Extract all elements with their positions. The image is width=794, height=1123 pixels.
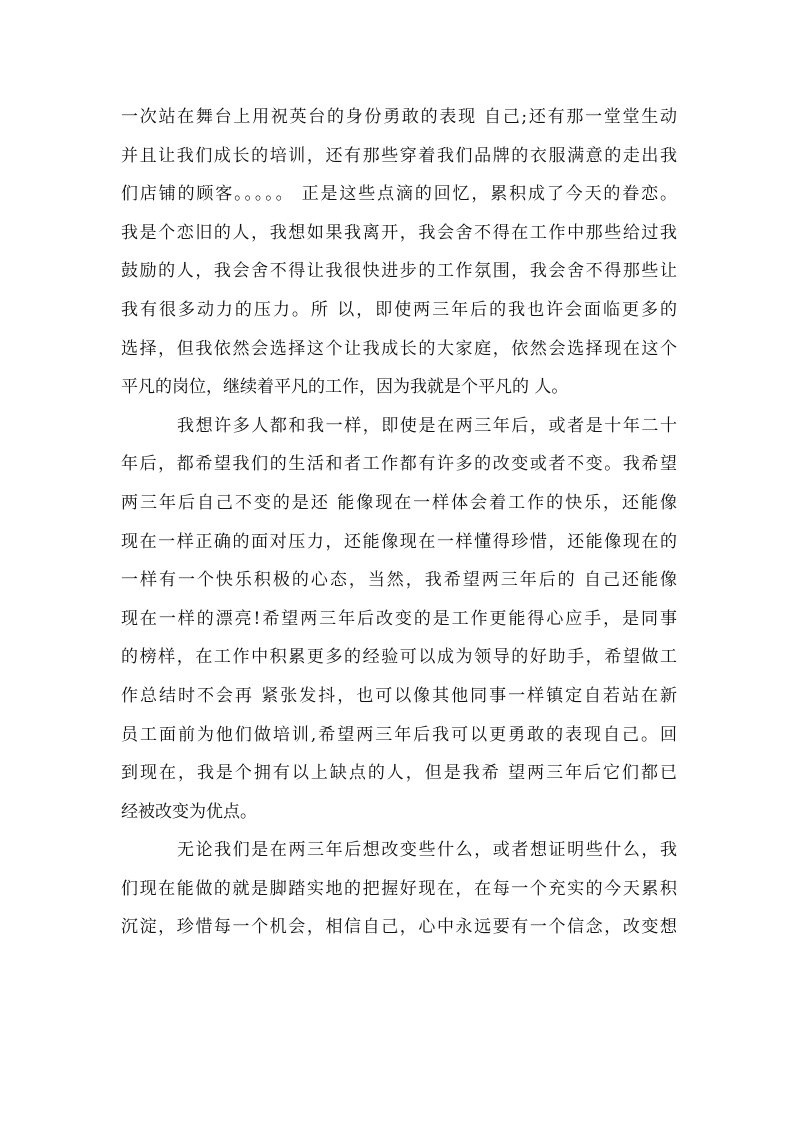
paragraph-first-line: 我想许多人都和我一样，即使是在两三年后，或者是十年二十 (177, 415, 677, 436)
text-line: 两三年后自己不变的是还 能像现在一样体会着工作的快乐，还能像 (121, 492, 677, 513)
text-line: 员工面前为他们做培训,希望两三年后我可以更勇敢的表现自己。回 (121, 724, 677, 745)
paragraph-first-line: 无论我们是在两三年后想改变些什么，或者想证明些什么，我 (177, 840, 677, 861)
document-body (121, 98, 677, 947)
text-line: 年后，都希望我们的生活和者工作都有许多的改变或者不变。我希望 (121, 454, 677, 475)
text-line: 的榜样，在工作中积累更多的经验可以成为领导的好助手，希望做工 (121, 647, 677, 668)
text-line: 并且让我们成长的培训，还有那些穿着我们品牌的衣服满意的走出我 (121, 145, 677, 166)
text-line: 我有很多动力的压力。所 以，即使两三年后的我也许会面临更多的 (121, 299, 677, 320)
text-line: 现在一样正确的面对压力，还能像现在一样懂得珍惜，还能像现在的 (121, 531, 677, 552)
text-line: 我是个恋旧的人，我想如果我离开，我会舍不得在工作中那些给过我 (121, 222, 677, 243)
text-line: 现在一样的漂亮!希望两三年后改变的是工作更能得心应手，是同事 (121, 608, 677, 629)
text-line: 经被改变为优点。 (121, 801, 257, 822)
text-line: 平凡的岗位，继续着平凡的工作，因为我就是个平凡的 人。 (121, 377, 569, 398)
text-line: 一样有一个快乐积极的心态，当然，我希望两三年后的 自己还能像 (121, 570, 677, 591)
text-line: 们店铺的顾客。。。。。 正是这些点滴的回忆，累积成了今天的眷恋。 (121, 184, 677, 205)
text-line: 作总结时不会再 紧张发抖，也可以像其他同事一样镇定自若站在新 (121, 685, 677, 706)
text-line: 们现在能做的就是脚踏实地的把握好现在，在每一个充实的今天累积 (121, 878, 677, 899)
text-line: 沉淀，珍惜每一个机会，相信自己，心中永远要有一个信念，改变想 (121, 917, 677, 938)
text-line: 到现在，我是个拥有以上缺点的人，但是我希 望两三年后它们都已 (121, 763, 677, 784)
text-line: 鼓励的人，我会舍不得让我很快进步的工作氛围，我会舍不得那些让 (121, 261, 677, 282)
text-line: 选择，但我依然会选择这个让我成长的大家庭，依然会选择现在这个 (121, 338, 677, 359)
text-line: 一次站在舞台上用祝英台的身份勇敢的表现 自己;还有那一堂堂生动 (121, 107, 677, 127)
